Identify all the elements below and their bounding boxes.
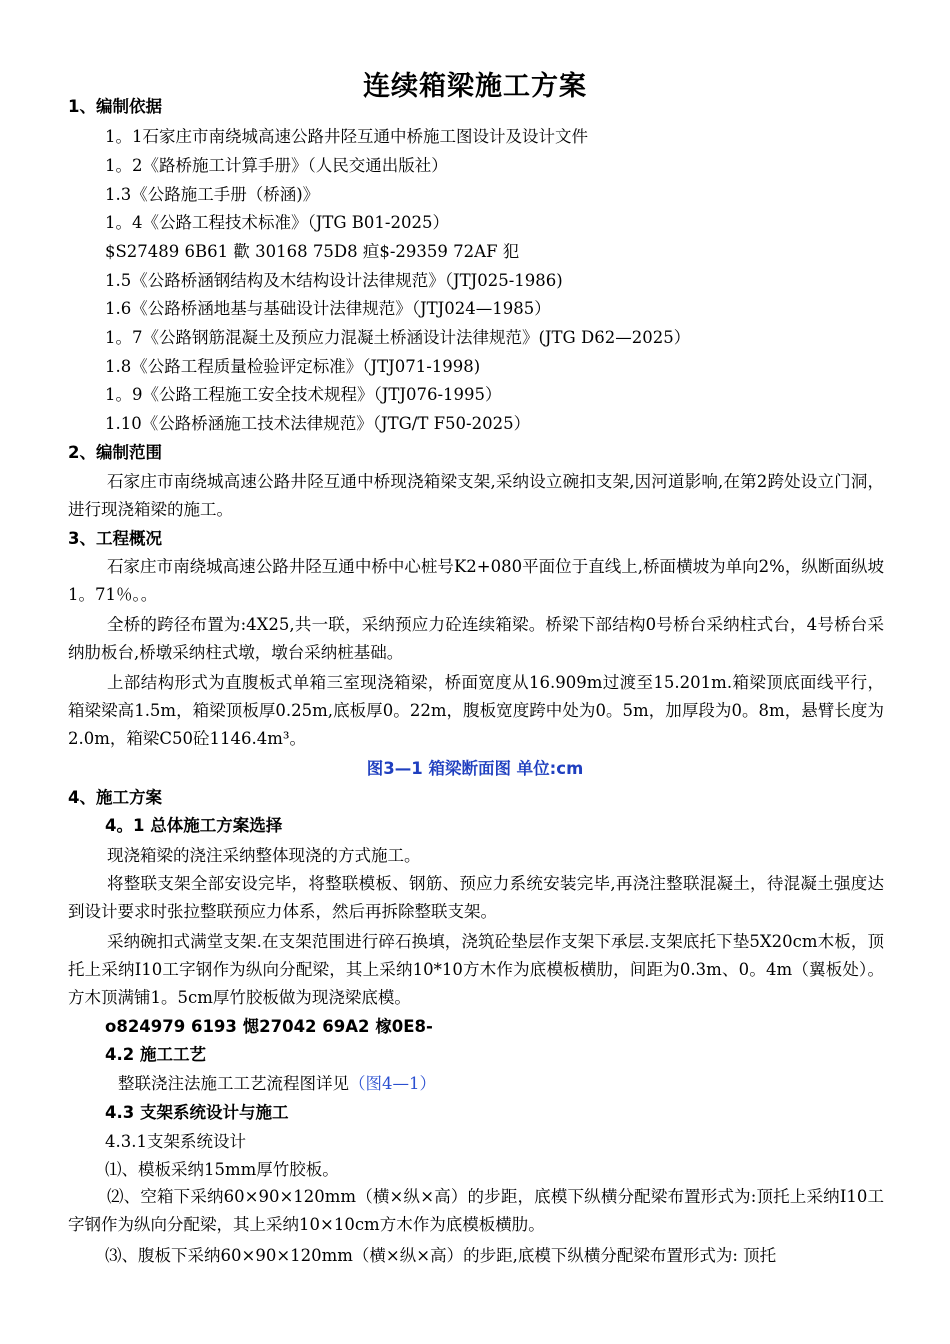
reference-item: 1。4《公路工程技术标准》（JTG B01-2025） <box>105 213 449 232</box>
overview-paragraph-2: 全桥的跨径布置为:4X25,共一联，采纳预应力砼连续箱梁。桥梁下部结构0号桥台采纳柱式台，4号桥台采纳肋板台,桥墩采纳柱式墩，墩台采纳桩基础。 <box>68 615 884 662</box>
process-flow-line <box>118 1073 436 1095</box>
section-4-3-heading: 4.3 支架系统设计与施工 <box>105 1103 289 1122</box>
section-2-heading: 2、编制范围 <box>68 443 162 462</box>
section-4-2-heading: 4.2 施工工艺 <box>105 1045 206 1064</box>
section-3-heading: 3、工程概况 <box>68 529 162 548</box>
reference-item: 1。2《路桥施工计算手册》（人民交通出版社） <box>105 156 448 175</box>
figure-caption: 图3—1 箱梁断面图 单位:cm <box>366 759 584 778</box>
support-item-2: ⑵、空箱下采纳60×90×120mm（横×纵×高）的步距，底模下纵横分配梁布置形式为:顶托上采纳I10工字钢作为纵向分配梁，其上采纳10×10cm方木作为底模板横肋。 <box>68 1187 884 1234</box>
plan-paragraph-2: 将整联支架全部安设完毕，将整联模板、钢筋、预应力系统安装完毕,再浇注整联混凝土，待混凝土强度达到设计要求时张拉整联预应力体系，然后再拆除整联支架。 <box>68 874 884 921</box>
section-4-heading: 4、施工方案 <box>68 788 162 807</box>
section-4-1-heading: 4。1 总体施工方案选择 <box>105 816 283 835</box>
reference-item: 1.10《公路桥涵施工技术法律规范》（JTG/T F50-2025） <box>105 414 531 433</box>
plan-paragraph-3: 采纳碗扣式满堂支架.在支架范围进行碎石换填，浇筑砼垫层作支架下承层.支架底托下垫5X20cm木板，顶托上采纳I10工字钢作为纵向分配梁，其上采纳10*10方木作为底模板横肋，间距为0.3m、0。4m（翼板处）。方木顶满铺1。5cm厚竹胶板做为现浇梁底模。 <box>68 932 884 1007</box>
reference-item: 1.6《公路桥涵地基与基础设计法律规范》（JTJ024—1985） <box>105 299 551 318</box>
plan-paragraph-1: 现浇箱梁的浇注采纳整体现浇的方式施工。 <box>107 846 421 865</box>
reference-item: 1。7《公路钢筋混凝土及预应力混凝土桥涵设计法律规范》(JTG D62—2025） <box>105 328 691 347</box>
garbled-text-line: $S27489 6B61 歡 30168 75D8 疸$-29359 72AF 犯 <box>105 242 520 261</box>
reference-item: 1.8《公路工程质量检验评定标准》（JTJ071-1998) <box>105 357 481 376</box>
support-item-1: ⑴、模板采纳15mm厚竹胶板。 <box>105 1160 339 1179</box>
reference-item: 1.3《公路施工手册（桥涵)》 <box>105 185 320 204</box>
reference-item: 1.5《公路桥涵钢结构及木结构设计法律规范》（JTJ025-1986) <box>105 271 563 290</box>
support-item-3: ⑶、腹板下采纳60×90×120mm（横×纵×高）的步距,底模下纵横分配梁布置形式为: 顶托 <box>105 1246 777 1265</box>
section-1-heading: 1、编制依据 <box>68 97 162 116</box>
overview-paragraph-1: 石家庄市南绕城高速公路井陉互通中桥中心桩号K2+080平面位于直线上,桥面横坡为单向2%，纵断面纵坡1。71％。。 <box>68 557 884 604</box>
reference-item: 1。9《公路工程施工安全技术规程》（JTJ076-1995） <box>105 385 502 404</box>
overview-paragraph-3: 上部结构形式为直腹板式单箱三室现浇箱梁，桥面宽度从16.909m过渡至15.201m.箱梁顶底面线平行，箱梁梁高1.5m，箱梁顶板厚0.25m,底板厚0。22m，腹板宽度跨中处为0。5m，加厚段为0。8m，悬臂长度为2.0m，箱梁C50砼1146.4m³。 <box>68 673 884 748</box>
document-title: 连续箱梁施工方案 <box>363 71 587 102</box>
subsection-4-3-1: 4.3.1支架系统设计 <box>105 1132 246 1151</box>
process-flow-text: 整联浇注法施工工艺流程图详见 <box>118 1074 349 1093</box>
figure-4-1-link[interactable]: （图4—1） <box>349 1074 436 1093</box>
scope-paragraph: 石家庄市南绕城高速公路井陉互通中桥现浇箱梁支架,采纳设立碗扣支架,因河道影响,在第2跨处设立门洞，进行现浇箱梁的施工。 <box>68 472 884 519</box>
reference-item: 1。1石家庄市南绕城高速公路井陉互通中桥施工图设计及设计文件 <box>105 127 588 146</box>
garbled-text-line: o824979 6193 愢27042 69A2 榢0E8- <box>105 1017 433 1036</box>
